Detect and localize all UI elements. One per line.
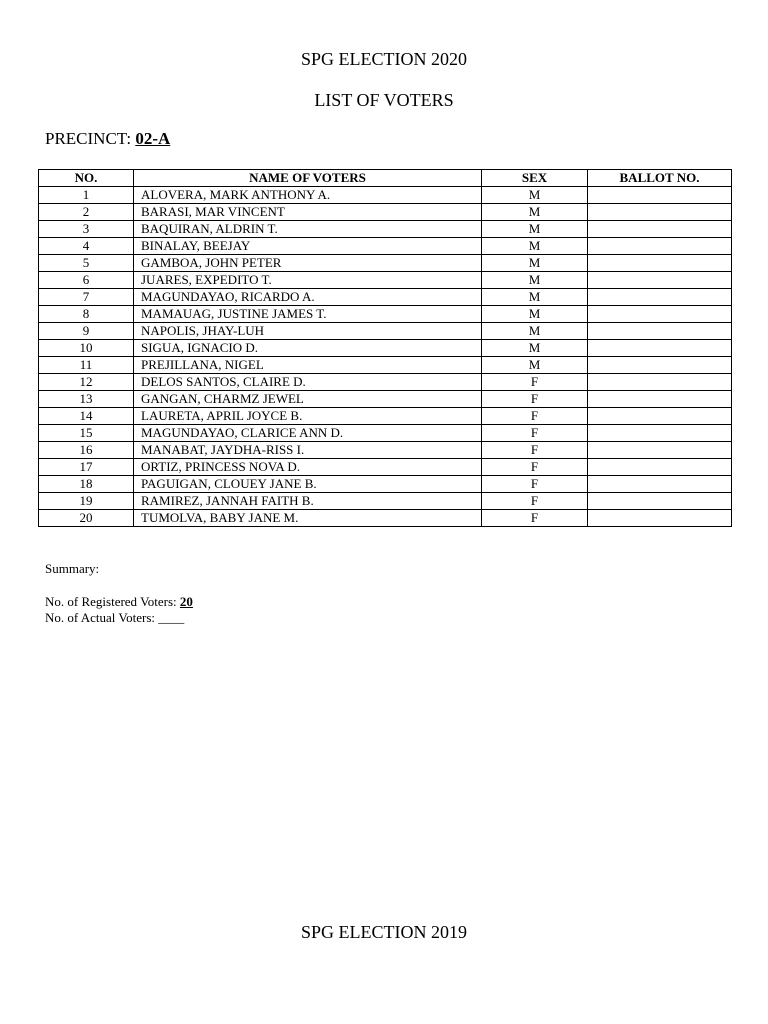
table-row	[39, 476, 732, 493]
cell-no: 9	[39, 323, 134, 340]
cell-ballot-no	[588, 238, 732, 255]
cell-voter-name: DELOS SANTOS, CLAIRE D.	[134, 374, 482, 391]
cell-no: 3	[39, 221, 134, 238]
table-row	[39, 238, 732, 255]
cell-ballot-no	[588, 442, 732, 459]
cell-sex: M	[482, 289, 588, 306]
cell-ballot-no	[588, 255, 732, 272]
cell-voter-name: GANGAN, CHARMZ JEWEL	[134, 391, 482, 408]
footer-title: SPG ELECTION 2019	[301, 922, 467, 942]
cell-voter-name: PAGUIGAN, CLOUEY JANE B.	[134, 476, 482, 493]
cell-ballot-no	[588, 357, 732, 374]
actual-voters-value: ____	[158, 610, 185, 625]
cell-no: 16	[39, 442, 134, 459]
cell-ballot-no	[588, 272, 732, 289]
table-row	[39, 391, 732, 408]
cell-sex: F	[482, 476, 588, 493]
table-row	[39, 323, 732, 340]
table-row	[39, 425, 732, 442]
cell-voter-name: SIGUA, IGNACIO D.	[134, 340, 482, 357]
table-row	[39, 408, 732, 425]
cell-voter-name: PREJILLANA, NIGEL	[134, 357, 482, 374]
cell-ballot-no	[588, 306, 732, 323]
cell-no: 17	[39, 459, 134, 476]
cell-voter-name: NAPOLIS, JHAY-LUH	[134, 323, 482, 340]
cell-no: 1	[39, 187, 134, 204]
cell-ballot-no	[588, 340, 732, 357]
cell-ballot-no	[588, 374, 732, 391]
cell-sex: M	[482, 255, 588, 272]
registered-voters-label: No. of Registered Voters:	[45, 594, 180, 609]
cell-voter-name: MAMAUAG, JUSTINE JAMES T.	[134, 306, 482, 323]
cell-sex: F	[482, 408, 588, 425]
cell-sex: F	[482, 374, 588, 391]
cell-no: 20	[39, 510, 134, 527]
cell-voter-name: JUARES, EXPEDITO T.	[134, 272, 482, 289]
cell-sex: M	[482, 238, 588, 255]
table-row	[39, 255, 732, 272]
column-header-ballot: BALLOT NO.	[588, 170, 732, 187]
table-row	[39, 306, 732, 323]
summary-label: Summary:	[45, 561, 100, 576]
cell-no: 7	[39, 289, 134, 306]
precinct-label: PRECINCT:	[45, 129, 136, 148]
cell-ballot-no	[588, 289, 732, 306]
actual-voters-line	[45, 610, 184, 626]
table-row	[39, 340, 732, 357]
cell-sex: F	[482, 425, 588, 442]
cell-ballot-no	[588, 476, 732, 493]
cell-voter-name: BARASI, MAR VINCENT	[134, 204, 482, 221]
cell-no: 14	[39, 408, 134, 425]
cell-voter-name: MAGUNDAYAO, RICARDO A.	[134, 289, 482, 306]
cell-voter-name: ORTIZ, PRINCESS NOVA D.	[134, 459, 482, 476]
table-row	[39, 187, 732, 204]
cell-sex: F	[482, 510, 588, 527]
cell-voter-name: BINALAY, BEEJAY	[134, 238, 482, 255]
table-row	[39, 221, 732, 238]
voters-table	[38, 169, 732, 527]
precinct-line	[45, 128, 170, 150]
cell-ballot-no	[588, 510, 732, 527]
cell-voter-name: GAMBOA, JOHN PETER	[134, 255, 482, 272]
cell-ballot-no	[588, 187, 732, 204]
cell-sex: M	[482, 323, 588, 340]
table-row	[39, 442, 732, 459]
voters-table-body	[39, 187, 732, 527]
column-header-sex: SEX	[482, 170, 588, 187]
cell-no: 6	[39, 272, 134, 289]
cell-voter-name: ALOVERA, MARK ANTHONY A.	[134, 187, 482, 204]
cell-no: 12	[39, 374, 134, 391]
table-row	[39, 510, 732, 527]
cell-no: 2	[39, 204, 134, 221]
table-row	[39, 204, 732, 221]
table-header-row	[39, 170, 732, 187]
cell-voter-name: RAMIREZ, JANNAH FAITH B.	[134, 493, 482, 510]
cell-no: 5	[39, 255, 134, 272]
cell-ballot-no	[588, 391, 732, 408]
cell-voter-name: TUMOLVA, BABY JANE M.	[134, 510, 482, 527]
cell-no: 10	[39, 340, 134, 357]
registered-voters-line	[45, 594, 193, 610]
cell-sex: M	[482, 306, 588, 323]
column-header-no: NO.	[39, 170, 134, 187]
cell-sex: F	[482, 442, 588, 459]
table-row	[39, 357, 732, 374]
table-row	[39, 289, 732, 306]
cell-no: 19	[39, 493, 134, 510]
cell-no: 13	[39, 391, 134, 408]
cell-ballot-no	[588, 408, 732, 425]
cell-sex: F	[482, 459, 588, 476]
cell-no: 15	[39, 425, 134, 442]
cell-sex: M	[482, 204, 588, 221]
registered-voters-value: 20	[179, 594, 193, 609]
cell-ballot-no	[588, 323, 732, 340]
cell-sex: M	[482, 221, 588, 238]
table-row	[39, 272, 732, 289]
cell-sex: M	[482, 272, 588, 289]
table-row	[39, 493, 732, 510]
cell-voter-name: MAGUNDAYAO, CLARICE ANN D.	[134, 425, 482, 442]
page-title: SPG ELECTION 2020	[301, 49, 467, 69]
actual-voters-label: No. of Actual Voters:	[45, 610, 159, 625]
precinct-value: 02-A	[135, 129, 171, 148]
cell-sex: F	[482, 391, 588, 408]
cell-sex: M	[482, 187, 588, 204]
cell-ballot-no	[588, 459, 732, 476]
cell-no: 18	[39, 476, 134, 493]
cell-voter-name: MANABAT, JAYDHA-RISS I.	[134, 442, 482, 459]
cell-no: 4	[39, 238, 134, 255]
cell-ballot-no	[588, 493, 732, 510]
cell-voter-name: BAQUIRAN, ALDRIN T.	[134, 221, 482, 238]
cell-no: 11	[39, 357, 134, 374]
cell-no: 8	[39, 306, 134, 323]
page-subtitle: LIST OF VOTERS	[314, 90, 454, 110]
cell-sex: F	[482, 493, 588, 510]
table-row	[39, 459, 732, 476]
cell-ballot-no	[588, 221, 732, 238]
cell-ballot-no	[588, 204, 732, 221]
column-header-name: NAME OF VOTERS	[134, 170, 482, 187]
cell-voter-name: LAURETA, APRIL JOYCE B.	[134, 408, 482, 425]
cell-sex: M	[482, 340, 588, 357]
cell-ballot-no	[588, 425, 732, 442]
cell-sex: M	[482, 357, 588, 374]
table-row	[39, 374, 732, 391]
